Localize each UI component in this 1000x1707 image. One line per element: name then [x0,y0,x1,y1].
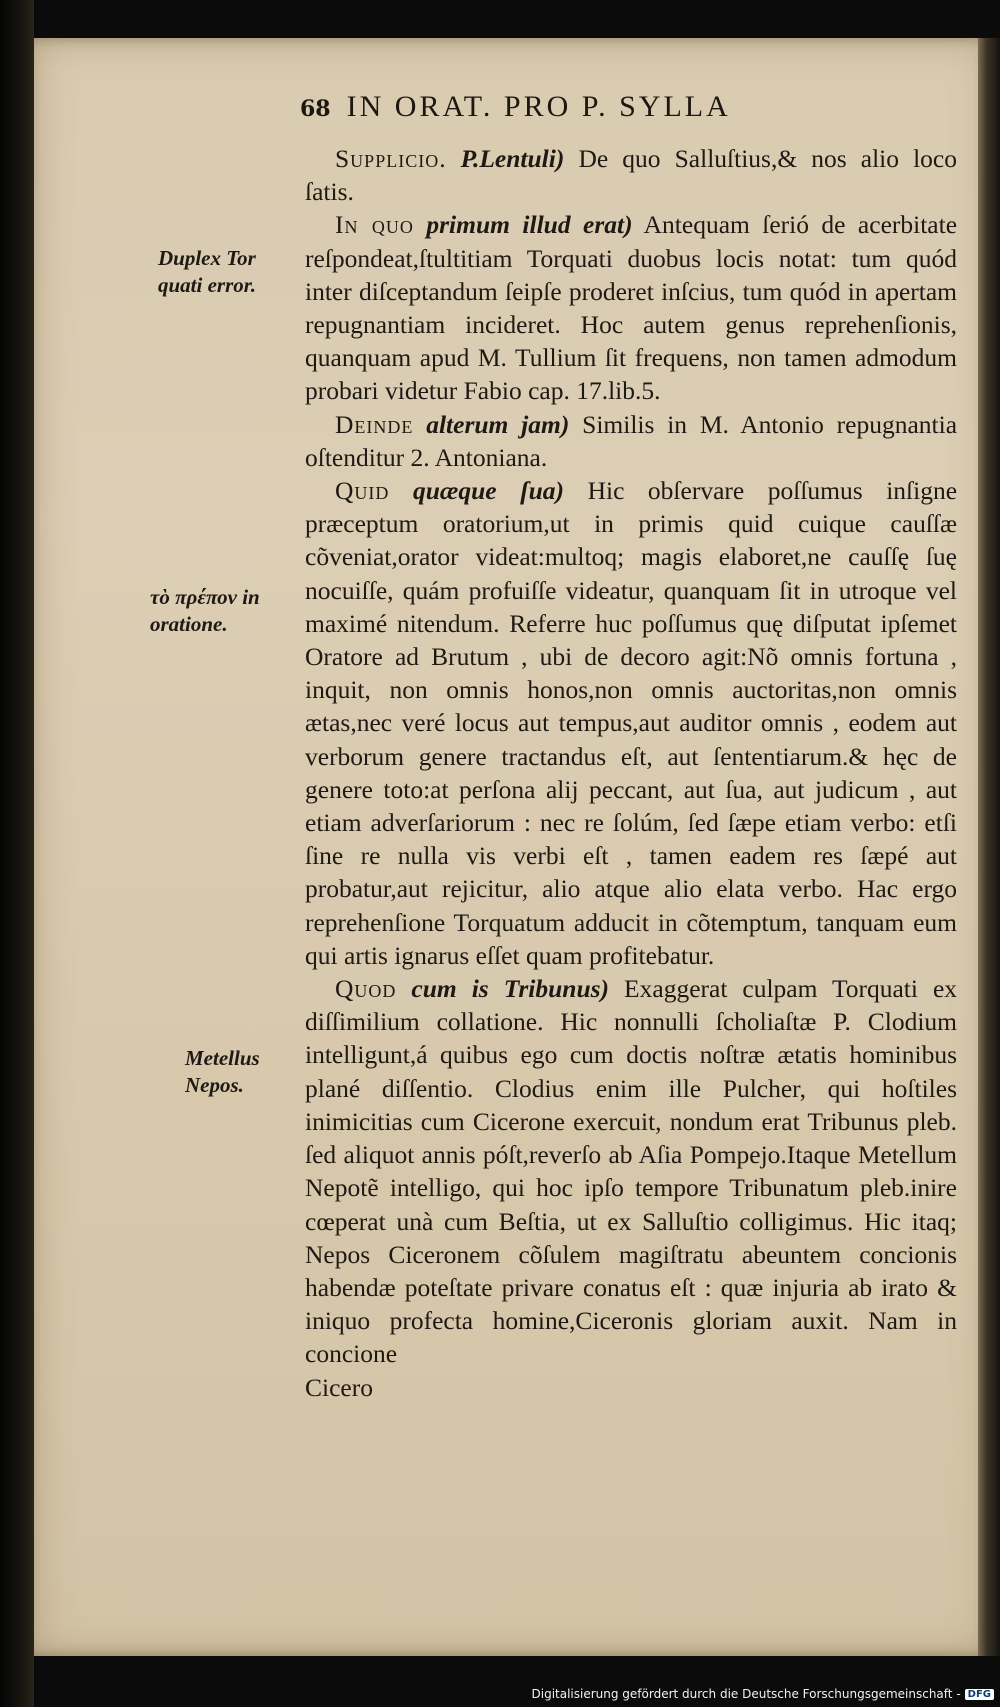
lemma: Quod [335,974,397,1004]
margin-note-duplex-error: Duplex Tor quati error. [158,246,257,297]
margin-note-decorum: τὸ πρέπον in oratione. [150,585,260,636]
lemma-italic: primum illud erat) [426,210,633,240]
footer-text: Digitalisierung gefördert durch die Deutsche Forschungsgemeinschaft - [531,1687,961,1701]
digitization-footer [532,1685,995,1703]
lemma-italic: P.Lentuli) [460,144,565,173]
paragraph-text: Hic obſervare poſſumus inſigne præceptum oratorium,ut in primis quid cuique cauſſæ cõveniat,orator videat:multoq; magis elaboret,ne cauſſę ſuę nocuiſſe, quám profuiſſe videatur, quanquam ſit in utroque vel maximé nitendum. Referre huc poſſumus quę diſputat ipſemet Oratore ad Brutum , ubi de decoro agit:Nõ omnis fortuna , inquit, non omnis honos,non omnis auctoritas,non omnis ætas,nec veré locus aut tempus,aut auditor omnis , eodem aut verborum genere tractandus eſt, aut ſententiarum.& hęc de genere toto:at perſona alij peccant, aut ſua, aut judicum , aut etiam adverſariorum : nec re ſolúm, ſed ſæpe etiam verbo: etſi ſine re nulla vis verbi eſt , tamen eadem res ſæpé aut probatur,aut rejicitur, alio atque alio elata verbo. Hac ergo reprehenſione Torquatum adducit in cõtemptum, tanquam eum qui artis ignarus eſſet quam profitebatur. [305,476,958,970]
lemma: Supplicio. [335,144,447,173]
dfg-logo-icon: DFG [965,1689,994,1700]
page-number: 68 [300,96,331,122]
lemma-italic: quæque ſua) [412,476,565,506]
lemma-italic: cum is Tribunus) [411,974,610,1004]
lemma-italic: alterum jam) [426,409,570,439]
paragraph-text: De quo Salluſtius,& nos alio loco ſatis. [305,144,957,207]
paragraph-quid [305,474,957,972]
margin-note-metellus: Metellus Nepos. [185,1046,260,1097]
paragraph-supplicio [305,142,957,208]
lemma: Quid [335,476,390,506]
catchword: Cicero [305,1372,373,1402]
running-title: IN ORAT. PRO P. SYLLA [346,90,731,123]
paragraph-text: Antequam ſerió de acerbitate reſpondeat,ſtultitiam Torquati duobus locis notat: tum quód inter diſceptandum ſeipſe proderet inſcius, tum quód in apertam repugnantiam incideret. Hoc autem genus reprehenſionis, quanquam apud M. Tullium ſit frequens, non tamen admodum probari videtur Fabio cap. 17.lib.5. [305,210,958,406]
scan-edge-left [0,0,34,1707]
paragraph-quod [305,972,957,1370]
paragraph-deinde [305,408,957,474]
running-head [300,90,880,126]
paragraph-text: Exaggerat culpam Torquati ex diſſimilium collatione. Hic nonnulli ſcholiaſtæ P. Clodium intelligunt,á quibus ego cum doctis noſtræ ætatis hominibus plané diſſentio. Clodius enim ille Pulcher, qui hoſtiles inimicitias cum Cicerone exercuit, nondum erat Tribunus pleb. ſed aliquot annis póſt,reverſo ab Aſia Pompejo.Itaque Metellum Nepotẽ intelligo, qui hoc ipſo tempore Tribunatum pleb.inire cœperat unà cum Beſtia, ut ex Salluſtio colligimus. Hic itaq; Nepos Ciceronem cõſulem magiſtratu abeuntem concionis habendæ poteſtate privare conatus eſt : quæ injuria ab irato & iniquo profecta homine,Ciceronis gloriam auxit. Nam in concione [305,974,958,1369]
paragraph-text: Similis in M. Antonio repugnantia oſtenditur 2. Antoniana. [305,409,958,472]
commentary-body [305,142,957,1404]
page-gutter-edge [978,38,1000,1656]
paragraph-in-quo [305,208,957,407]
lemma: In quo [335,210,414,240]
lemma: Deinde [335,409,414,439]
